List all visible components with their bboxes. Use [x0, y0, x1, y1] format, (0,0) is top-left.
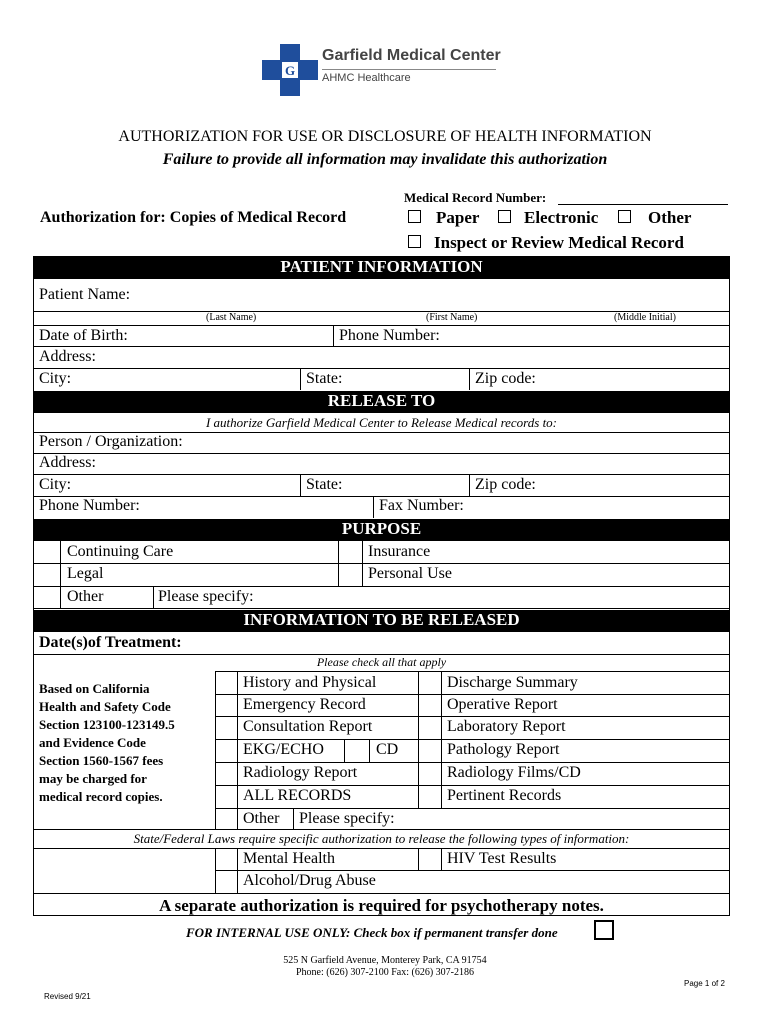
patient-phone-label: Phone Number: — [339, 327, 440, 344]
revised-date: Revised 9/21 — [44, 992, 91, 1001]
form-title: AUTHORIZATION FOR USE OR DISCLOSURE OF HEALTH INFORMATION — [118, 128, 652, 145]
electronic-checkbox[interactable] — [498, 210, 511, 223]
svg-text:G: G — [284, 63, 296, 78]
paper-label: Paper — [436, 208, 480, 227]
inspect-checkbox[interactable] — [408, 235, 421, 248]
consultation-report-label: Consultation Report — [243, 718, 373, 735]
org-name: Garfield Medical Center — [322, 47, 501, 64]
ekg-echo-label: EKG/ECHO — [243, 741, 324, 758]
purpose-other-label: Other — [67, 588, 104, 605]
mrn-label: Medical Record Number: — [404, 190, 547, 205]
release-address-label: Address: — [39, 454, 96, 471]
radiology-films-label: Radiology Films/CD — [447, 764, 581, 781]
continuing-care-checkbox[interactable] — [34, 542, 59, 562]
info-specify-label: Please specify: — [299, 810, 395, 827]
release-city-label: City: — [39, 476, 72, 493]
permanent-transfer-checkbox[interactable] — [594, 920, 614, 940]
first-name-hint: (First Name) — [426, 312, 478, 323]
middle-initial-hint: (Middle Initial) — [614, 312, 676, 323]
fees-note-line: Health and Safety Code — [39, 699, 171, 714]
electronic-label: Electronic — [524, 208, 599, 227]
fees-note-line: may be charged for — [39, 771, 147, 786]
alcohol-checkbox[interactable] — [216, 871, 236, 892]
dates-of-treatment-label: Date(s)of Treatment: — [39, 634, 182, 651]
internal-use-note: FOR INTERNAL USE ONLY: Check box if permanent transfer done — [186, 925, 558, 940]
legal-label: Legal — [67, 565, 104, 582]
all-records-checkbox[interactable] — [216, 786, 236, 807]
legal-checkbox[interactable] — [34, 564, 59, 585]
page-number: Page 1 of 2 — [684, 979, 725, 988]
radiology-films-checkbox[interactable] — [419, 763, 440, 784]
footer-address: 525 N Garfield Avenue, Monterey Park, CA 91754 — [283, 955, 487, 966]
personal-use-label: Personal Use — [368, 565, 452, 582]
fees-note-line: and Evidence Code — [39, 735, 146, 750]
laboratory-report-label: Laboratory Report — [447, 718, 566, 735]
history-physical-label: History and Physical — [243, 674, 377, 691]
cd-checkbox[interactable] — [345, 740, 368, 761]
logo — [262, 44, 318, 96]
check-all-note: Please check all that apply — [316, 655, 447, 669]
discharge-summary-label: Discharge Summary — [447, 674, 578, 691]
paper-checkbox[interactable] — [408, 210, 421, 223]
info-other-label: Other — [243, 810, 280, 827]
psychotherapy-note: A separate authorization is required for psychotherapy notes. — [159, 896, 604, 915]
continuing-care-label: Continuing Care — [67, 543, 174, 560]
laws-note: State/Federal Laws require specific authorization to release the following types of information: — [133, 831, 630, 846]
laboratory-report-checkbox[interactable] — [419, 717, 440, 738]
all-records-label: ALL RECORDS — [243, 787, 352, 804]
info-header: INFORMATION TO BE RELEASED — [33, 610, 730, 632]
fees-note-line: Based on California — [39, 681, 150, 696]
insurance-checkbox[interactable] — [339, 542, 361, 562]
radiology-report-label: Radiology Report — [243, 764, 358, 781]
other-checkbox[interactable] — [618, 210, 631, 223]
patient-zip-label: Zip code: — [475, 370, 536, 387]
release-header: RELEASE TO — [33, 391, 730, 413]
personal-use-checkbox[interactable] — [339, 564, 361, 585]
last-name-hint: (Last Name) — [206, 312, 257, 323]
insurance-label: Insurance — [368, 543, 431, 560]
hiv-checkbox[interactable] — [419, 849, 440, 869]
release-statement: I authorize Garfield Medical Center to Release Medical records to: — [205, 415, 558, 430]
pertinent-records-checkbox[interactable] — [419, 786, 440, 807]
hiv-label: HIV Test Results — [447, 850, 557, 867]
purpose-specify-label: Please specify: — [158, 588, 254, 605]
discharge-summary-checkbox[interactable] — [419, 672, 440, 693]
form-subtitle: Failure to provide all information may invalidate this authorization — [162, 151, 608, 168]
release-phone-label: Phone Number: — [39, 497, 140, 514]
operative-report-label: Operative Report — [447, 696, 558, 713]
pathology-report-label: Pathology Report — [447, 741, 560, 758]
mental-health-checkbox[interactable] — [216, 849, 236, 869]
footer-phone: Phone: (626) 307-2100 Fax: (626) 307-2186 — [295, 967, 475, 978]
emergency-record-label: Emergency Record — [243, 696, 366, 713]
purpose-header: PURPOSE — [33, 519, 730, 541]
patient-address-label: Address: — [39, 348, 96, 365]
patient-header: PATIENT INFORMATION — [33, 257, 730, 279]
cd-label: CD — [376, 741, 399, 758]
release-state-label: State: — [306, 476, 343, 493]
purpose-other-checkbox[interactable] — [34, 587, 59, 607]
info-other-checkbox[interactable] — [216, 809, 236, 828]
patient-city-label: City: — [39, 370, 72, 387]
cross-logo-icon — [262, 44, 318, 96]
fees-note-line: Section 123100-123149.5 — [39, 717, 175, 732]
history-physical-checkbox[interactable] — [216, 672, 236, 693]
patient-state-label: State: — [306, 370, 343, 387]
patient-name-label: Patient Name: — [39, 286, 131, 303]
other-label: Other — [648, 208, 692, 227]
pathology-report-checkbox[interactable] — [419, 740, 440, 761]
radiology-report-checkbox[interactable] — [216, 763, 236, 784]
release-zip-label: Zip code: — [475, 476, 536, 493]
org-subtitle: AHMC Healthcare — [322, 72, 411, 84]
release-person-label: Person / Organization: — [39, 433, 183, 450]
dob-label: Date of Birth: — [39, 327, 128, 344]
fees-note-line: Section 1560-1567 fees — [39, 753, 164, 768]
ekg-echo-checkbox[interactable] — [216, 740, 236, 761]
release-fax-label: Fax Number: — [379, 497, 464, 514]
mental-health-label: Mental Health — [243, 850, 335, 867]
mrn-field[interactable] — [558, 204, 728, 205]
fees-note — [39, 680, 175, 806]
operative-report-checkbox[interactable] — [419, 695, 440, 715]
emergency-record-checkbox[interactable] — [216, 695, 236, 715]
inspect-label: Inspect or Review Medical Record — [434, 233, 684, 252]
consultation-report-checkbox[interactable] — [216, 717, 236, 738]
alcohol-label: Alcohol/Drug Abuse — [243, 872, 376, 889]
pertinent-records-label: Pertinent Records — [447, 787, 562, 804]
fees-note-line: medical record copies. — [39, 789, 163, 804]
auth-label: Authorization for: Copies of Medical Record — [40, 209, 347, 226]
